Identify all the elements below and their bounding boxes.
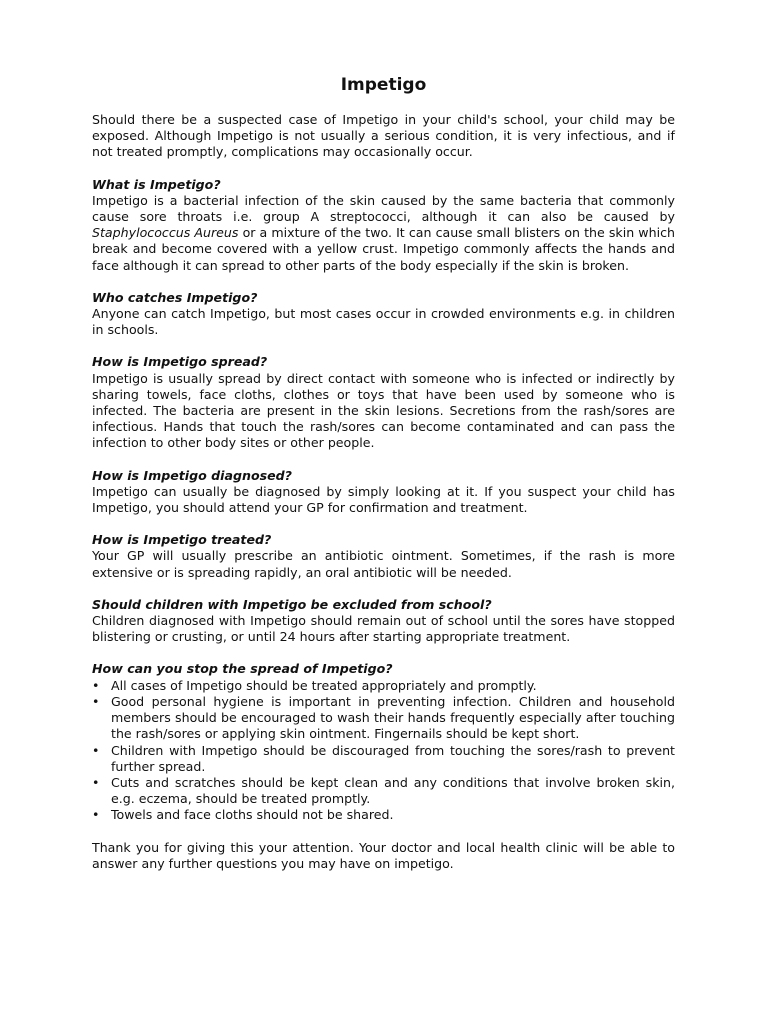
list-item [92, 743, 675, 775]
bullet-icon: • [92, 742, 100, 758]
section-stop [92, 661, 675, 823]
list-item [92, 678, 675, 694]
section-heading-diagnosed: How is Impetigo diagnosed? [92, 467, 292, 483]
section-body-what [92, 193, 675, 274]
section-who [92, 290, 675, 339]
section-body-diagnosed: Impetigo can usually be diagnosed by simply looking at it. If you suspect your child has Impetigo, you should attend your GP for confirmation and treatment. [92, 483, 675, 516]
bullet-icon: • [92, 807, 100, 823]
list-item [92, 807, 675, 823]
section-treated [92, 532, 675, 581]
section-heading-stop: How can you stop the spread of Impetigo? [92, 661, 393, 677]
section-body-excluded: Children diagnosed with Impetigo should remain out of school until the sores have stopped blistering or crusting, or until 24 hours after starting appropriate treatment. [92, 613, 675, 645]
list-item-text: Good personal hygiene is important in preventing infection. Children and household members should be encouraged to wash their hands frequently especially after touching the rash/sores or applying skin ointment. Fingernails should be kept short. [111, 693, 675, 742]
section-body-who: Anyone can catch Impetigo, but most cases occur in crowded environments e.g. in children in schools. [92, 306, 675, 338]
bullet-icon: • [92, 677, 100, 693]
bullet-list [92, 678, 675, 824]
list-item-text: Cuts and scratches should be kept clean and any conditions that involve broken skin, e.g. eczema, should be treated promptly. [111, 774, 675, 807]
section-heading-excluded: Should children with Impetigo be excluded from school? [92, 596, 492, 612]
closing-paragraph: Thank you for giving this your attention. Your doctor and local health clinic will be able to answer any further questions you may have on impetigo. [92, 839, 675, 871]
section-heading-who: Who catches Impetigo? [92, 289, 258, 305]
organism-name: Staphylococcus Aureus [92, 225, 239, 241]
section-heading-what: What is Impetigo? [92, 176, 221, 192]
section-heading-spread: How is Impetigo spread? [92, 354, 268, 370]
section-what [92, 177, 675, 274]
bullet-icon: • [92, 774, 100, 790]
list-item-text: All cases of Impetigo should be treated appropriately and promptly. [111, 677, 537, 693]
body-text-part: Impetigo is a bacterial infection of the skin caused by the same bacteria that commonly cause sore throats i.e. group A streptococci, although it can also be caused by [92, 192, 675, 225]
section-body-spread: Impetigo is usually spread by direct contact with someone who is infected or indirectly by sharing towels, face cloths, clothes or toys that have been used by someone who is infected. The bacteria are present in the skin lesions. Secretions from the rash/sores are infectious. Hands that touch the rash/sores can become contaminated and can pass the infection to other body sites or other people. [92, 370, 675, 451]
section-body-treated: Your GP will usually prescribe an antibiotic ointment. Sometimes, if the rash is more extensive or is spreading rapidly, an oral antibiotic will be needed. [92, 548, 675, 580]
intro-paragraph: Should there be a suspected case of Impetigo in your child's school, your child may be exposed. Although Impetigo is not usually a serious condition, it is very infectious, and if not treated promptly, complications may occasionally occur. [92, 112, 675, 160]
page-title: Impetigo [340, 75, 427, 95]
section-excluded [92, 597, 675, 646]
section-diagnosed [92, 468, 675, 517]
bullet-icon: • [92, 693, 100, 709]
document-page [92, 74, 675, 872]
section-spread [92, 354, 675, 451]
list-item [92, 694, 675, 743]
section-heading-treated: How is Impetigo treated? [92, 532, 272, 548]
list-item-text: Children with Impetigo should be discouraged from touching the sores/rash to prevent further spread. [111, 742, 675, 774]
list-item [92, 775, 675, 807]
list-item-text: Towels and face cloths should not be shared. [111, 807, 394, 823]
body-text-part: or a mixture of the two. It can cause small blisters on the skin which break and become covered with a yellow crust. Impetigo commonly affects the hands and face although it can spread to other parts of the body especially if the skin is broken. [92, 225, 675, 273]
